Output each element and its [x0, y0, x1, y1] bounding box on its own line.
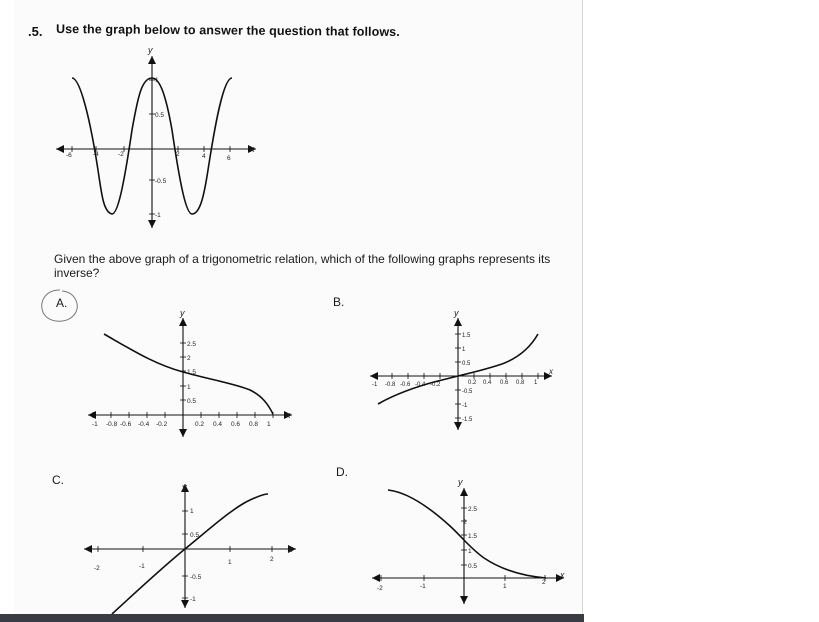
tick-label: 0.5: [187, 398, 197, 405]
tick-label: 0.2: [468, 380, 477, 386]
tick-label: -0.2: [430, 382, 441, 388]
main-y-tick: -0.5: [155, 178, 167, 185]
axis-arrowhead: [454, 318, 462, 326]
tick-label: 0.4: [483, 380, 492, 386]
option-b-graph: [370, 308, 554, 430]
tick-label: -1.5: [462, 417, 473, 423]
tick-label: -0.6: [400, 382, 411, 388]
tick-label: 1: [534, 380, 538, 386]
worksheet-page: [14, 0, 582, 614]
tick-label: 0.5: [190, 532, 200, 539]
option-b-label[interactable]: B.: [333, 295, 345, 309]
tick-label: 1: [468, 548, 472, 555]
tick-label: -2: [377, 585, 383, 592]
tick-label: -0.4: [415, 382, 426, 388]
main-y-tick: 1: [155, 77, 159, 84]
tick-label: x: [560, 570, 565, 580]
main-x-label: x: [250, 144, 255, 154]
tick-label: -1: [92, 421, 98, 428]
tick-label: -0.4: [138, 421, 150, 428]
option-c-graph: [84, 482, 296, 614]
tick-label: 0.6: [500, 380, 509, 386]
tick-label: -0.8: [385, 382, 396, 388]
tick-label: y: [182, 482, 187, 492]
tick-label: -1: [190, 596, 196, 603]
question-prompt: Use the graph below to answer the question that follows.: [55, 22, 400, 40]
tick-label: y: [454, 308, 459, 318]
tick-label: 0.6: [231, 421, 241, 428]
tick-label: 1: [228, 559, 232, 566]
a-x-label: x: [286, 410, 291, 420]
option-a-graph: [88, 308, 292, 437]
tick-label: -0.5: [462, 389, 473, 395]
tick-label: 2: [187, 355, 191, 362]
main-y-tick: -1: [155, 212, 161, 219]
tick-label: x: [549, 367, 553, 376]
main-y-tick: 0.5: [155, 112, 165, 119]
main-x-tick: 6: [227, 155, 231, 162]
question-number: .5.: [28, 24, 43, 39]
main-graph: [56, 45, 256, 228]
tick-label: -0.5: [190, 574, 202, 581]
main-y-arrow-down: [148, 220, 156, 228]
tick-label: -1: [139, 563, 145, 570]
axis-arrowhead: [84, 545, 92, 553]
axis-arrowhead: [179, 318, 187, 326]
axis-arrowhead: [372, 574, 380, 582]
graphs-layer: [14, 0, 582, 614]
tick-label: 1.5: [187, 369, 197, 376]
option-c-label[interactable]: C.: [52, 473, 64, 487]
axis-arrowhead: [460, 488, 468, 496]
tick-label: 2: [542, 579, 546, 586]
tick-label: 1: [503, 583, 507, 590]
main-x-arrow-left: [56, 145, 64, 153]
axis-arrowhead: [370, 372, 378, 380]
option-d-graph: [372, 477, 565, 604]
main-y-arrow-up: [148, 56, 156, 64]
tick-label: -1: [462, 403, 468, 409]
tick-label: 2.5: [187, 341, 197, 348]
main-x-tick: 4: [202, 153, 206, 160]
tick-label: -1: [420, 583, 426, 590]
axis-arrowhead: [179, 429, 187, 437]
tick-label: 1: [267, 421, 271, 428]
tick-label: -0.6: [120, 421, 132, 428]
tick-label: 2.5: [468, 506, 478, 513]
bottom-bar: [0, 614, 584, 622]
option-d-label[interactable]: D.: [336, 465, 348, 479]
answer-circle-mark: [42, 290, 78, 321]
main-x-tick: -4: [93, 151, 99, 158]
a-y-label: y: [180, 308, 185, 318]
tick-label: y: [458, 477, 463, 487]
tick-label: -1: [372, 382, 378, 388]
tick-label: -2: [94, 565, 100, 572]
tick-label: 0.2: [195, 421, 205, 428]
tick-label: 1: [187, 384, 191, 391]
tick-label: -0.8: [106, 421, 118, 428]
axis-arrowhead: [181, 600, 189, 608]
axis-arrowhead: [88, 411, 96, 419]
tick-label: 0.8: [249, 421, 259, 428]
tick-label: 1: [190, 508, 194, 515]
main-x-tick: -6: [66, 152, 72, 159]
main-y-label: y: [148, 45, 153, 55]
axis-arrowhead: [454, 422, 462, 430]
tick-label: 1: [462, 347, 466, 353]
axis-arrowhead: [460, 596, 468, 604]
tick-label: 1.5: [468, 533, 478, 540]
question-text: Given the above graph of a trigonometric relation, which of the following graphs represents its inverse?: [54, 252, 551, 280]
tick-label: x: [288, 544, 293, 554]
main-x-tick: -2: [118, 151, 124, 158]
tick-label: 2: [270, 556, 274, 563]
tick-label: -0.2: [156, 421, 168, 428]
tick-label: 0.5: [468, 563, 478, 570]
tick-label: 0.4: [213, 421, 223, 428]
tick-label: 0.5: [462, 361, 471, 367]
page-edge: [582, 0, 583, 614]
tick-label: 2: [463, 519, 467, 526]
tick-label: 1.5: [462, 333, 471, 339]
main-x-tick: 2: [176, 151, 180, 158]
tick-label: 0.8: [516, 380, 525, 386]
option-a-label[interactable]: A.: [56, 296, 68, 310]
